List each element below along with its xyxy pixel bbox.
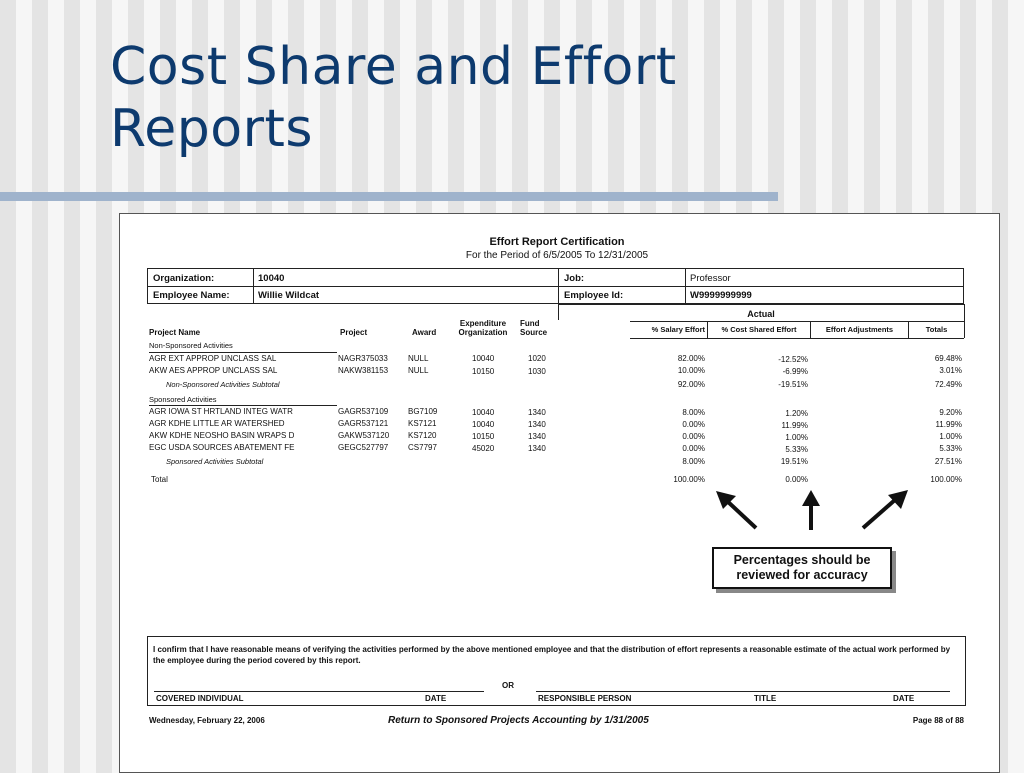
employee-id-value: W9999999999	[690, 290, 752, 301]
col-effort-adjustments: Effort Adjustments	[825, 325, 894, 334]
col-fund-line1: Fund	[520, 319, 540, 328]
row-award: KS7121	[408, 419, 437, 428]
accuracy-callout	[712, 547, 892, 589]
row-salary: 82.00%	[677, 354, 705, 363]
arrows-graphic	[700, 482, 920, 542]
arrow-up-left-icon	[716, 491, 756, 528]
row-cost: -12.52%	[778, 355, 808, 364]
slide-title	[110, 36, 677, 160]
sponsored-label: Sponsored Activities	[149, 395, 217, 404]
row-cost: 5.33%	[785, 445, 808, 454]
row-cost: 1.20%	[785, 409, 808, 418]
subtotal-total: 72.49%	[934, 380, 962, 389]
non-sponsored-subtotal-label: Non-Sponsored Activities Subtotal	[166, 380, 280, 389]
organization-label: Organization:	[153, 273, 215, 284]
row-cost: 1.00%	[785, 433, 808, 442]
row-fund: 1020	[528, 354, 546, 363]
row-org: 10040	[472, 408, 495, 417]
employee-info-box	[147, 268, 964, 304]
row-org: 10040	[472, 354, 495, 363]
row-award: BG7109	[408, 407, 438, 416]
footer-page: Page 88 of 88	[912, 716, 964, 725]
slide-title-line2: Reports	[110, 99, 313, 159]
employee-name-label: Employee Name:	[153, 290, 230, 301]
row-org: 10150	[472, 367, 495, 376]
title-label: TITLE	[754, 694, 777, 703]
row-salary: 0.00%	[682, 432, 705, 441]
row-project-name: AGR EXT APPROP UNCLASS SAL	[149, 354, 277, 363]
non-sponsored-label: Non-Sponsored Activities	[149, 341, 233, 350]
responsible-person-label: RESPONSIBLE PERSON	[538, 694, 632, 703]
subtotal-cost: -19.51%	[778, 380, 808, 389]
footer-date: Wednesday, February 22, 2006	[149, 716, 265, 725]
row-award: KS7120	[408, 431, 437, 440]
row-project-name: EGC USDA SOURCES ABATEMENT FE	[149, 443, 295, 452]
row-cost: -6.99%	[782, 367, 808, 376]
row-project: GAGR537109	[338, 407, 389, 416]
col-expenditure-line2: Organization	[458, 328, 508, 337]
row-project-name: AKW KDHE NEOSHO BASIN WRAPS D	[149, 431, 295, 440]
organization-value: 10040	[258, 273, 285, 284]
col-salary-effort: % Salary Effort	[651, 325, 705, 334]
col-expenditure-org	[448, 319, 518, 337]
row-fund: 1340	[528, 444, 546, 453]
row-org: 10150	[472, 432, 495, 441]
job-value: Professor	[690, 273, 731, 284]
col-award: Award	[412, 328, 437, 337]
col-cost-shared-effort: % Cost Shared Effort	[721, 325, 797, 334]
row-award: CS7797	[408, 443, 437, 452]
callout-line2: reviewed for accuracy	[736, 568, 868, 582]
row-project: NAGR375033	[338, 354, 388, 363]
certification-box	[147, 636, 966, 706]
row-salary: 0.00%	[682, 420, 705, 429]
or-label: OR	[502, 681, 514, 690]
row-project: GAKW537120	[338, 431, 390, 440]
row-fund: 1030	[528, 367, 546, 376]
row-award: NULL	[408, 366, 429, 375]
effort-report-document	[119, 213, 1000, 773]
col-fund-source	[520, 319, 547, 337]
row-total: 1.00%	[939, 432, 962, 441]
row-cost: 11.99%	[781, 421, 808, 430]
total-total: 100.00%	[930, 475, 962, 484]
date-left-label: DATE	[425, 694, 447, 703]
certification-text: I confirm that I have reasonable means of verifying the activities performed by the above mentioned employee and that the distribution of effort represents a reasonable estimate of the actual work performed by the employee during the period covered by this report.	[153, 645, 951, 665]
row-fund: 1340	[528, 420, 546, 429]
total-cost: 0.00%	[785, 475, 808, 484]
row-total: 3.01%	[939, 366, 962, 375]
total-salary: 100.00%	[673, 475, 705, 484]
row-project: GAGR537121	[338, 419, 389, 428]
total-label: Total	[151, 475, 168, 484]
report-period: For the Period of 6/5/2005 To 12/31/2005	[465, 250, 649, 261]
row-salary: 8.00%	[682, 408, 705, 417]
row-salary: 10.00%	[677, 366, 705, 375]
row-project: NAKW381153	[338, 366, 389, 375]
callout-line1: Percentages should be	[733, 553, 871, 567]
title-divider	[0, 192, 778, 201]
row-total: 9.20%	[939, 408, 962, 417]
row-project-name: AGR KDHE LITTLE AR WATERSHED	[149, 419, 285, 428]
subtotal-cost: 19.51%	[780, 457, 808, 466]
arrow-up-right-icon	[863, 490, 908, 528]
arrow-up-icon	[802, 490, 820, 530]
col-totals: Totals	[925, 325, 948, 334]
actual-header: Actual	[747, 309, 775, 319]
col-project: Project	[340, 328, 368, 337]
footer-return-note: Return to Sponsored Projects Accounting by 1/31/2005	[388, 715, 649, 726]
employee-id-label: Employee Id:	[564, 290, 624, 301]
row-project-name: AGR IOWA ST HRTLAND INTEG WATR	[149, 407, 293, 416]
job-label: Job:	[564, 273, 585, 284]
employee-name-value: Willie Wildcat	[258, 290, 320, 301]
slide-title-line1: Cost Share and Effort	[110, 37, 677, 97]
row-fund: 1340	[528, 432, 546, 441]
row-project: GEGC527797	[338, 443, 389, 452]
row-org: 10040	[472, 420, 495, 429]
col-fund-line2: Source	[520, 328, 548, 337]
row-salary: 0.00%	[682, 444, 705, 453]
row-award: NULL	[408, 354, 429, 363]
row-total: 69.48%	[934, 354, 962, 363]
row-project-name: AKW AES APPROP UNCLASS SAL	[149, 366, 278, 375]
subtotal-salary: 8.00%	[682, 457, 705, 466]
col-project-name: Project Name	[149, 328, 201, 337]
row-org: 45020	[472, 444, 495, 453]
row-fund: 1340	[528, 408, 546, 417]
row-total: 5.33%	[939, 444, 962, 453]
col-expenditure-line1: Expenditure	[459, 319, 507, 328]
row-total: 11.99%	[935, 420, 962, 429]
date-right-label: DATE	[893, 694, 915, 703]
sponsored-subtotal-label: Sponsored Activities Subtotal	[166, 457, 264, 466]
report-heading: Effort Report Certification	[489, 236, 625, 248]
subtotal-total: 27.51%	[934, 457, 962, 466]
covered-individual-label: COVERED INDIVIDUAL	[156, 694, 244, 703]
subtotal-salary: 92.00%	[677, 380, 705, 389]
